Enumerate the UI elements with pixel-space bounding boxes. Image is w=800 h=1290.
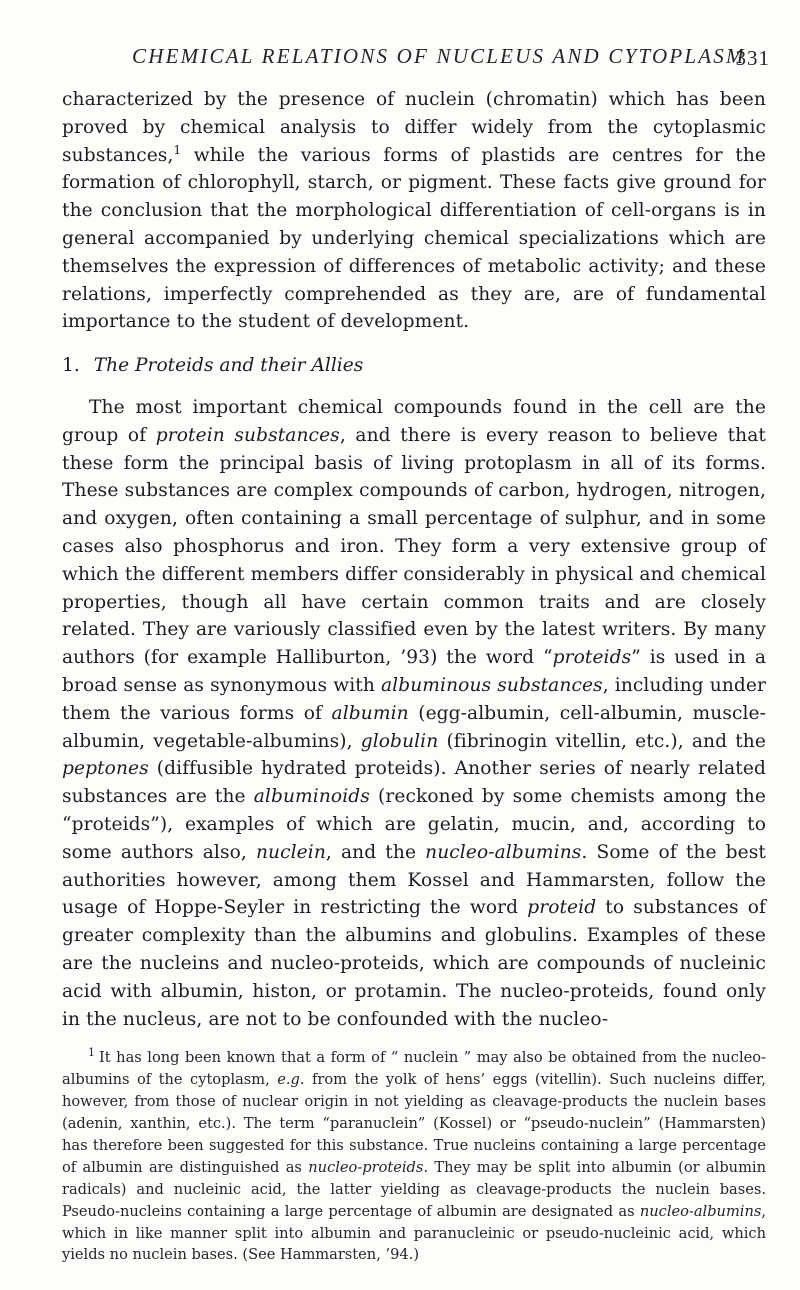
page-number: 331 (735, 46, 770, 70)
running-title: CHEMICAL RELATIONS OF NUCLEUS AND CYTOPLASM (132, 44, 746, 68)
running-header (62, 44, 770, 84)
body-paragraph: The most important chemical compounds found in the cell are the group of protein substances, and there is every reason to believe that these form the principal basis of living protoplasm in all of its forms. These substances are complex compounds of carbon, hydrogen, nitrogen, and oxygen, often containing a small percentage of sulphur, and in some cases also phosphorus and iron. They form a very extensive group of which the different members differ considerably in physical and chemical properties, though all have certain common traits and are closely related. They are variously classified even by the latest writers. By many authors (for example Halliburton, ’93) the word “proteids” is used in a broad sense as synonymous with albuminous substances, including under them the various forms of albumin (egg-albumin, cell-albumin, muscle-albumin, vegetable-albumins), globulin (fibrinogin vitellin, etc.), and the peptones (diffusible hydrated proteids). Another series of nearly related substances are the albuminoids (reckoned by some chemists among the “proteids”), examples of which are gelatin, mucin, and, according to some authors also, nuclein, and the nucleo-albumins. Some of the best authorities however, among them Kossel and Hammarsten, follow the usage of Hoppe-Seyler in restricting the word proteid to substances of greater complexity than the albumins and globulins. Examples of these are the nucleins and nucleo-proteids, which are compounds of nucleinic acid with albumin, histon, or protamin. The nucleo-proteids, found only in the nucleus, are not to be confounded with the nucleo- (62, 396, 767, 1030)
section-title: The Proteids and their Allies (93, 355, 364, 377)
footnote: $^1$ It has long been known that a form of “ nuclein ” may also be obtained from the nucleo-albumins of the cytoplasm, e.g. from the yolk of hens’ eggs (vitellin). Such nucleins differ, however, from those of nuclear origin in not yielding as cleavage-products the nuclein bases (adenin, xanthin, etc.). The term “paranuclein” (Kossel) or “pseudo-nuclein” (Hammarsten) has therefore been suggested for this substance. True nucleins containing a large percentage of albumin are distinguished as nucleo-proteids. They may be split into albumin (or albumin radicals) and nucleinic acid, the latter yielding as cleavage-products the nuclein bases. Pseudo-nucleins containing a large percentage of albumin are designated as nucleo-albumins, which in like manner split into albumin and paranucleinic or pseudo-nucleinic acid, which yields no nuclein bases. (See Hammarsten, ’94.) (62, 1046, 766, 1264)
section-heading (62, 352, 766, 380)
footnote-reference: 1 (173, 142, 182, 157)
intro-paragraph: characterized by the presence of nuclein (chromatin) which has been proved by chemical analysis to differ widely from the cytoplasmic substances,$^1$ while the various forms of plastids are centres for the formation of chlorophyll, starch, or pigment. These facts give ground for the conclusion that the morphological differentiation of cell-organs is in general accompanied by underlying chemical specializations which are themselves the expression of differences of metabolic activity; and these relations, imperfectly comprehended as they are, are of fundamental importance to the student of development. (62, 89, 766, 333)
footnote-mark: 1 (88, 1046, 95, 1060)
section-number: 1. (62, 355, 80, 377)
book-page (62, 44, 770, 1281)
